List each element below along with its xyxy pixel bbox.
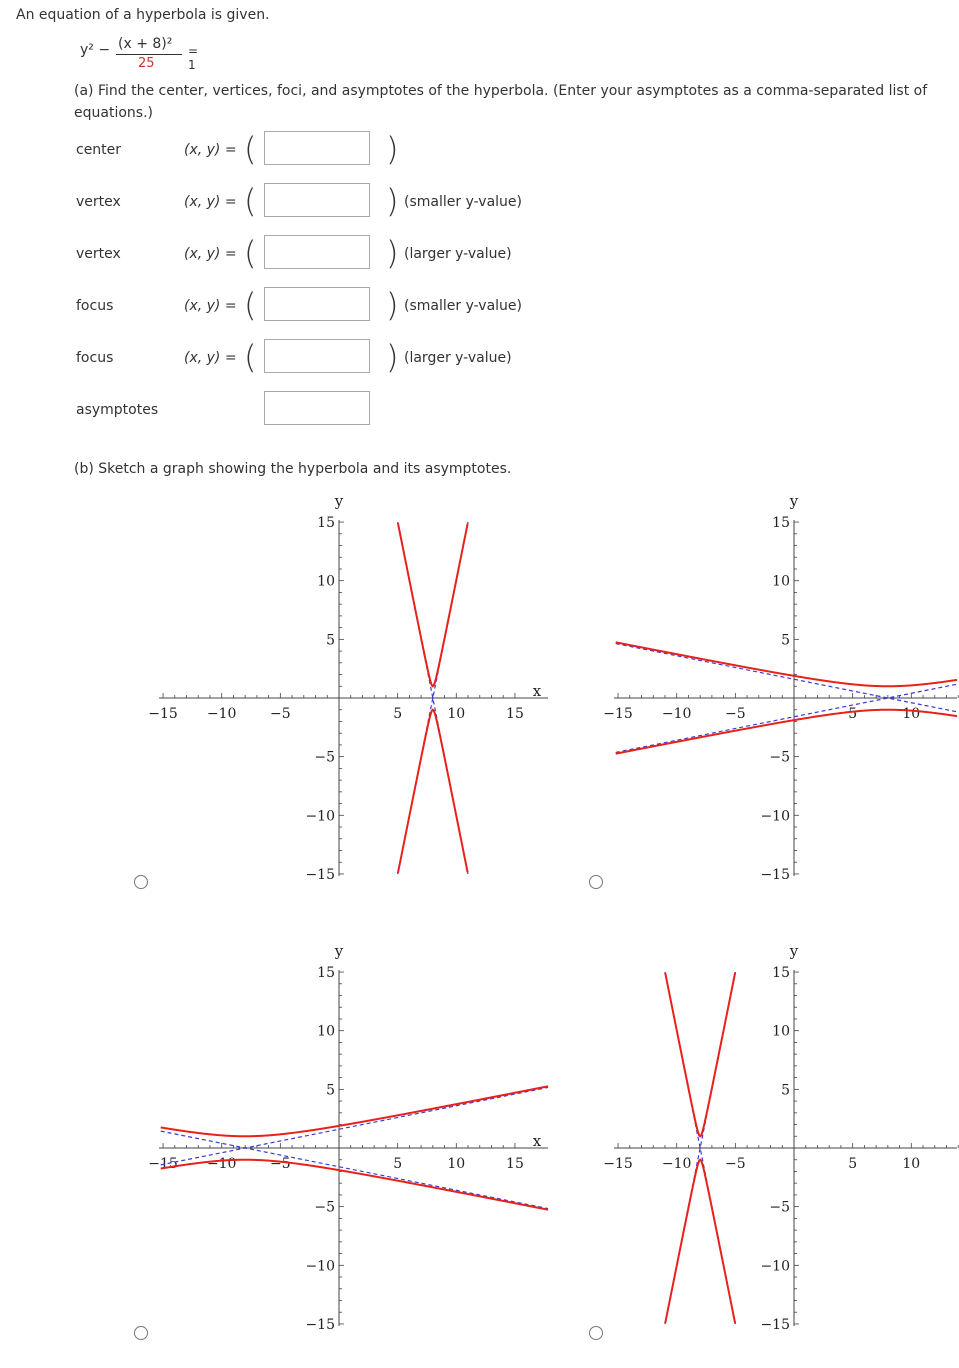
graph-option-3 [140,935,550,1340]
asymptotes-row [74,390,674,430]
center-row [74,130,674,170]
x-tick-label: 15 [506,1156,524,1172]
vertex-smaller-input[interactable] [264,183,370,217]
hyperbola-upper-branch [665,973,735,1137]
y-axis-label: y [789,492,799,511]
x-tick-label: −5 [270,1156,291,1172]
x-tick-label: 15 [506,706,524,722]
y-axis-label: y [334,492,344,511]
left-paren: ( [244,130,257,168]
part-b-prompt: (b) Sketch a graph showing the hyperbola and its asymptotes. [74,461,512,477]
row-label: focus [76,350,114,366]
y-tick-label: 5 [326,1082,335,1099]
x-tick-label: −5 [725,706,746,722]
y-tick-label: 10 [317,573,335,590]
x-tick-label: 10 [447,706,466,722]
row-note: (larger y-value) [404,350,512,366]
right-paren: ) [386,234,399,272]
asymptote-line [616,644,957,712]
xy-label: (x, y) = [184,350,237,366]
hyperbola-lower-branch [665,1160,735,1324]
problem-intro: An equation of a hyperbola is given. [16,7,270,23]
y-tick-label: 15 [317,515,335,532]
x-tick-label: −5 [725,1156,746,1172]
y-tick-label: −15 [305,866,335,883]
row-label: asymptotes [76,402,159,418]
right-paren: ) [386,338,399,376]
y-tick-label: 10 [317,1023,335,1040]
right-paren: ) [386,286,399,324]
right-paren: ) [386,182,399,220]
x-tick-label: 5 [848,706,858,722]
radio-option-1[interactable] [134,875,148,889]
x-tick-label: 5 [848,1156,858,1172]
x-tick-label: −5 [270,706,291,722]
y-tick-label: −10 [760,1258,790,1275]
x-tick-label: −15 [148,706,178,722]
left-paren: ( [244,234,257,272]
y-tick-label: −5 [769,1199,790,1216]
focus-smaller-input[interactable] [264,287,370,321]
xy-label: (x, y) = [184,246,237,262]
equation-lhs: y² − [80,42,111,58]
xy-label: (x, y) = [184,142,237,158]
y-tick-label: 10 [772,573,790,590]
y-tick-label: 15 [772,965,790,982]
radio-option-3[interactable] [134,1326,148,1340]
x-tick-label: −15 [148,1156,178,1172]
y-tick-label: −10 [760,808,790,825]
x-tick-label: −10 [661,706,692,722]
row-label: vertex [76,194,121,210]
y-tick-label: −5 [314,749,335,766]
x-tick-label: 10 [902,706,921,722]
y-tick-label: −10 [305,1258,335,1275]
y-tick-label: −10 [305,808,335,825]
hyperbola-upper-branch [616,642,957,686]
x-axis-label: x [532,682,542,700]
x-tick-label: 5 [393,1156,403,1172]
x-tick-label: −10 [661,1156,692,1172]
vertex-larger-row [74,234,674,274]
xy-label: (x, y) = [184,194,237,210]
right-paren: ) [386,130,399,168]
equation-numerator: (x + 8)² [118,36,173,52]
focus-larger-input[interactable] [264,339,370,373]
asymptote-line [161,1087,548,1164]
y-tick-label: −15 [305,1316,335,1333]
row-label: vertex [76,246,121,262]
graph-option-4 [595,935,959,1340]
equation-rhs: = 1 [188,44,199,72]
graph-option-1 [140,485,550,890]
row-note: (larger y-value) [404,246,512,262]
row-note: (smaller y-value) [404,298,522,314]
x-tick-label: 5 [393,706,403,722]
left-paren: ( [244,286,257,324]
row-label: focus [76,298,114,314]
hyperbola-upper-branch [161,1086,548,1136]
x-axis-label: x [532,1132,542,1150]
y-tick-label: 5 [781,632,790,649]
y-tick-label: 5 [326,632,335,649]
vertex-smaller-row [74,182,674,222]
focus-larger-row [74,338,674,378]
y-axis-label: y [789,942,799,961]
fraction-bar [116,54,182,55]
radio-option-2[interactable] [589,875,603,889]
equation-denominator: 25 [138,56,155,71]
y-tick-label: −15 [760,866,790,883]
x-tick-label: −15 [603,706,633,722]
x-tick-label: −15 [603,1156,633,1172]
y-tick-label: −15 [760,1316,790,1333]
hyperbola-upper-branch [398,523,468,686]
xy-label: (x, y) = [184,298,237,314]
part-a-prompt: (a) Find the center, vertices, foci, and asymptotes of the hyperbola. (Enter your asymptotes as a comma-separated list of equations.) [74,83,928,121]
row-note: (smaller y-value) [404,194,522,210]
x-tick-label: 10 [902,1156,921,1172]
asymptotes-input[interactable] [264,391,370,425]
y-tick-label: 10 [772,1023,790,1040]
y-tick-label: 15 [317,965,335,982]
x-tick-label: −10 [206,1156,237,1172]
y-tick-label: −5 [769,749,790,766]
x-tick-label: −10 [206,706,237,722]
x-tick-label: 10 [447,1156,466,1172]
y-axis-label: y [334,942,344,961]
vertex-larger-input[interactable] [264,235,370,269]
left-paren: ( [244,338,257,376]
y-tick-label: 5 [781,1082,790,1099]
center-input[interactable] [264,131,370,165]
radio-option-4[interactable] [589,1326,603,1340]
focus-smaller-row [74,286,674,326]
y-tick-label: 15 [772,515,790,532]
graph-option-2 [595,485,959,890]
left-paren: ( [244,182,257,220]
hyperbola-lower-branch [398,710,468,873]
row-label: center [76,142,122,158]
y-tick-label: −5 [314,1199,335,1216]
